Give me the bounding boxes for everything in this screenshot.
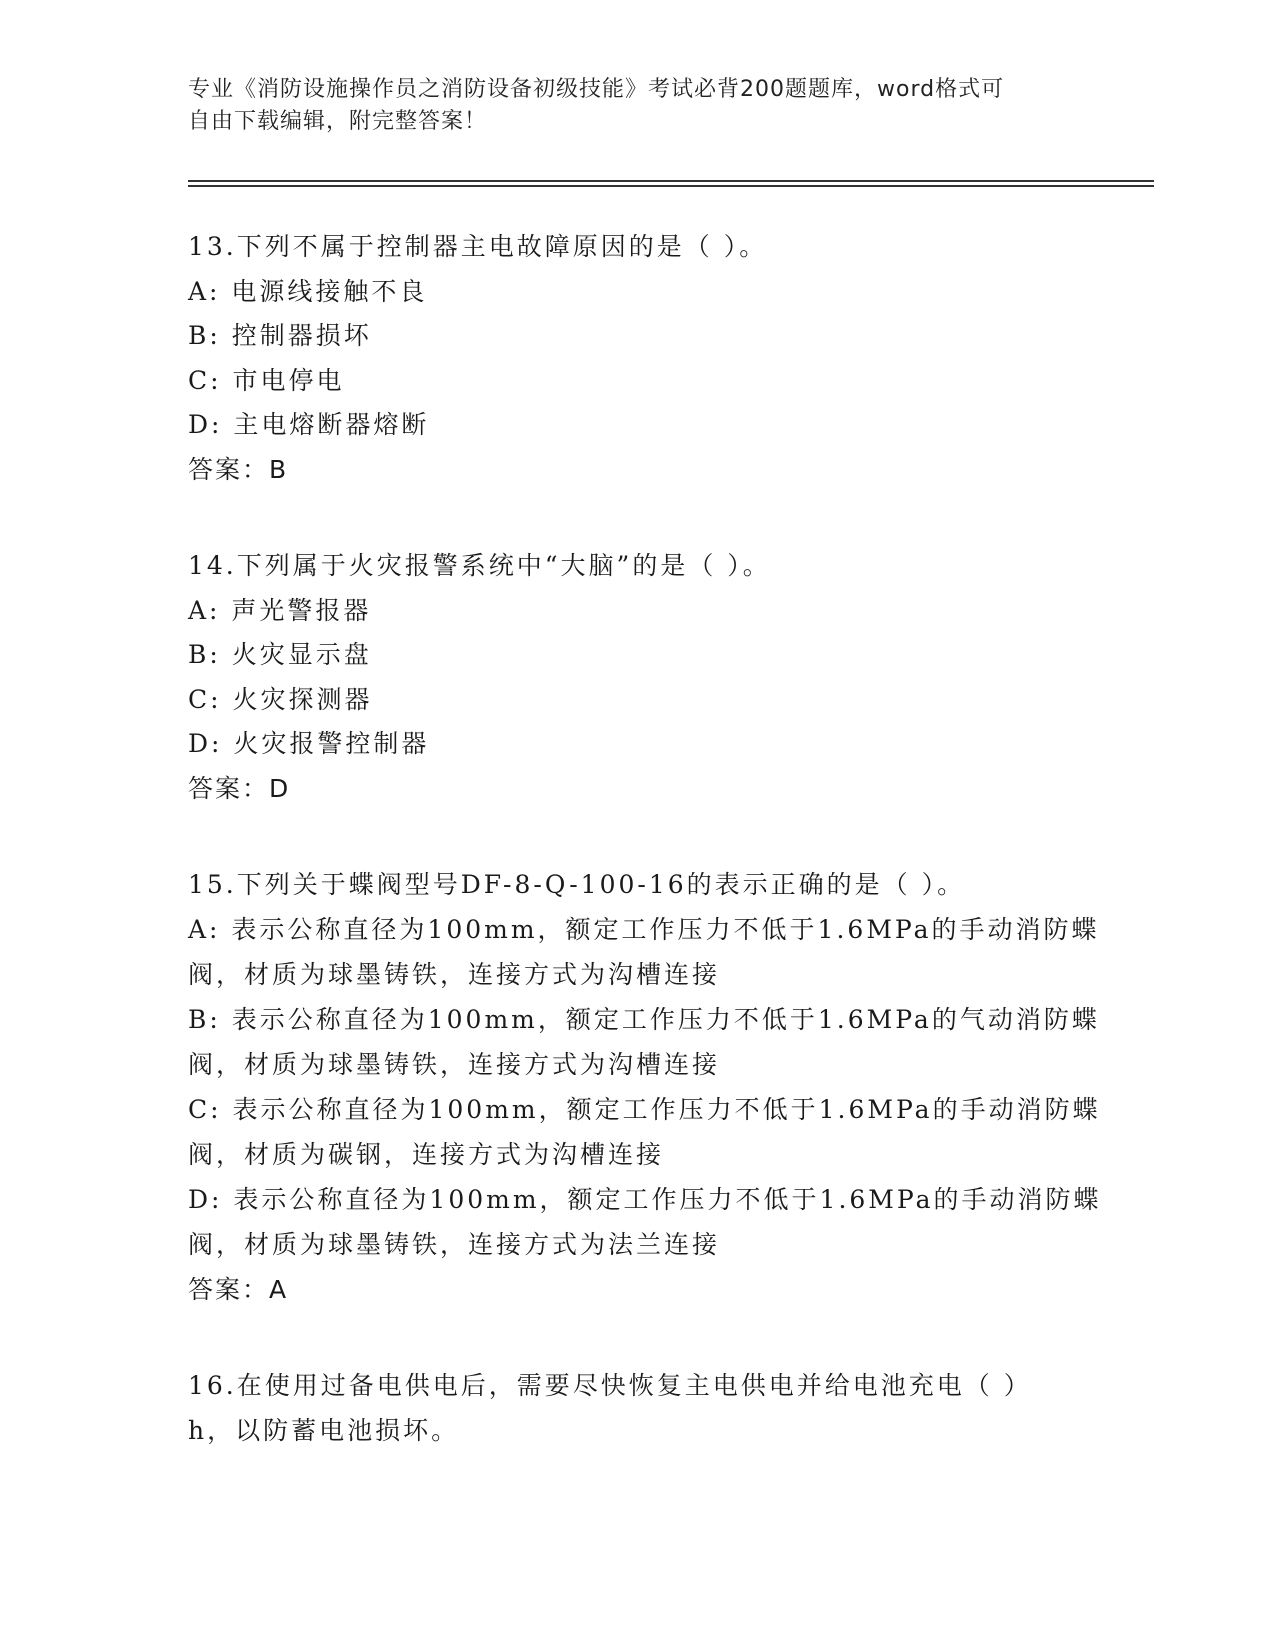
question-15-option-a-line-2: 阀，材质为球墨铸铁，连接方式为沟槽连接 bbox=[188, 960, 721, 989]
question-15-option-d-line-1: D: 表示公称直径为100mm，额定工作压力不低于1.6MPa的手动消防蝶 bbox=[188, 1185, 1102, 1214]
question-14-option-c: C: 火灾探测器 bbox=[188, 685, 373, 714]
question-13-option-b: B: 控制器损坏 bbox=[188, 321, 372, 350]
header-line-1: 专业《消防设施操作员之消防设备初级技能》考试必背200题题库，word格式可 bbox=[188, 77, 1005, 102]
question-15-option-c-line-2: 阀，材质为碳钢，连接方式为沟槽连接 bbox=[188, 1140, 665, 1169]
question-16-stem-line-1: 16.在使用过备电供电后，需要尽快恢复主电供电并给电池充电（ ） bbox=[188, 1371, 1032, 1400]
question-13-option-d: D: 主电熔断器熔断 bbox=[188, 410, 430, 439]
question-13-answer: 答案：B bbox=[188, 455, 289, 484]
question-13-option-c: C: 市电停电 bbox=[188, 366, 345, 395]
header-line-2: 自由下载编辑，附完整答案！ bbox=[188, 109, 488, 134]
question-13-stem: 13.下列不属于控制器主电故障原因的是（ ）。 bbox=[188, 232, 768, 261]
question-14-stem: 14.下列属于火灾报警系统中“大脑”的是（ ）。 bbox=[188, 551, 771, 580]
question-14-option-a: A: 声光警报器 bbox=[188, 596, 372, 625]
question-15-stem: 15.下列关于蝶阀型号DF-8-Q-100-16的表示正确的是（ ）。 bbox=[188, 870, 966, 899]
question-16-stem-line-2: h，以防蓄电池损坏。 bbox=[188, 1416, 460, 1445]
question-14-option-d: D: 火灾报警控制器 bbox=[188, 729, 430, 758]
question-13-option-a: A: 电源线接触不良 bbox=[188, 277, 428, 306]
header-divider-bottom bbox=[188, 185, 1154, 187]
question-15-answer: 答案：A bbox=[188, 1275, 289, 1304]
question-15-option-c-line-1: C: 表示公称直径为100mm，额定工作压力不低于1.6MPa的手动消防蝶 bbox=[188, 1095, 1101, 1124]
question-15-option-b-line-2: 阀，材质为球墨铸铁，连接方式为沟槽连接 bbox=[188, 1050, 721, 1079]
question-14-option-b: B: 火灾显示盘 bbox=[188, 640, 372, 669]
question-15-option-b-line-1: B: 表示公称直径为100mm，额定工作压力不低于1.6MPa的气动消防蝶 bbox=[188, 1005, 1100, 1034]
question-14-answer: 答案：D bbox=[188, 774, 291, 803]
question-15-option-a-line-1: A: 表示公称直径为100mm，额定工作压力不低于1.6MPa的手动消防蝶 bbox=[188, 915, 1100, 944]
header-divider-top bbox=[188, 180, 1154, 182]
document-header bbox=[188, 74, 1068, 138]
question-15-option-d-line-2: 阀，材质为球墨铸铁，连接方式为法兰连接 bbox=[188, 1230, 721, 1259]
